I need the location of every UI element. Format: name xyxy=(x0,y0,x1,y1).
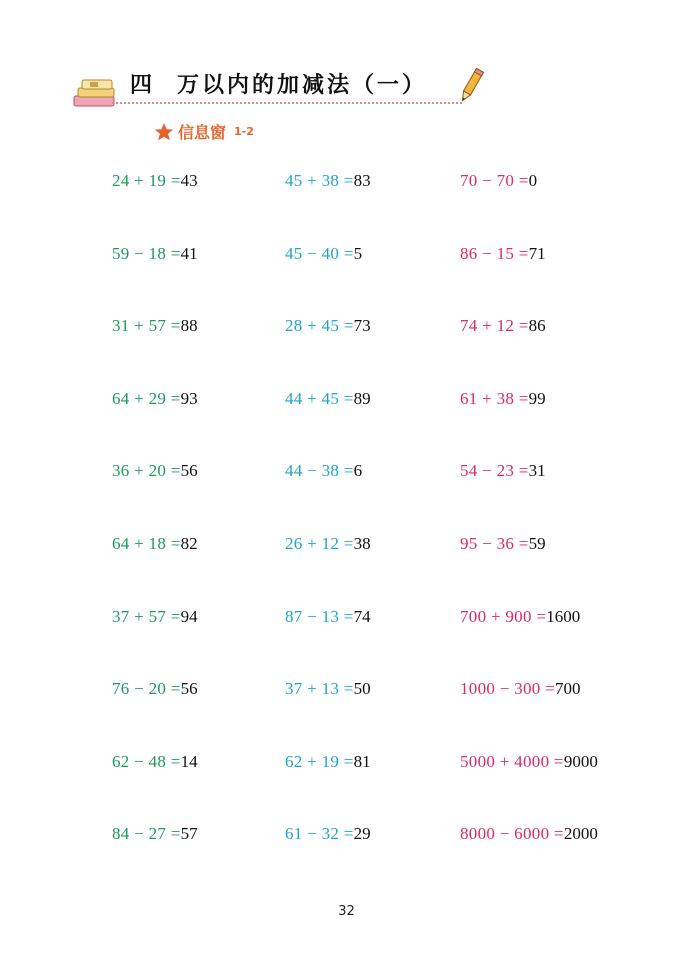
equation-expression: 45 − 40 = xyxy=(285,244,354,263)
equation-answer: 0 xyxy=(528,171,538,190)
equation xyxy=(112,244,198,264)
equation-expression: 45 + 38 = xyxy=(285,171,354,190)
equation xyxy=(460,461,546,481)
equation-expression: 64 + 18 = xyxy=(112,534,181,553)
chapter-number: 四 xyxy=(130,73,156,98)
equation xyxy=(285,389,371,409)
page-number: 32 xyxy=(338,904,355,919)
equation-answer: 14 xyxy=(180,752,198,771)
equation-expression: 28 + 45 = xyxy=(285,316,354,335)
equation-answer: 86 xyxy=(528,316,546,335)
equation-expression: 74 + 12 = xyxy=(460,316,529,335)
equation xyxy=(460,244,546,264)
equation-expression: 36 + 20 = xyxy=(112,461,181,480)
section-subtitle: 1-2 xyxy=(234,125,254,138)
equation xyxy=(460,389,546,409)
equation-answer: 93 xyxy=(180,389,198,408)
equation xyxy=(112,607,198,627)
equation xyxy=(285,679,371,699)
equation-answer: 38 xyxy=(353,534,371,553)
equation xyxy=(285,244,362,264)
equation xyxy=(285,752,371,772)
equation xyxy=(460,752,598,772)
equation-answer: 5 xyxy=(353,244,363,263)
equation xyxy=(460,679,581,699)
equation-expression: 44 − 38 = xyxy=(285,461,354,480)
equation-expression: 61 + 38 = xyxy=(460,389,529,408)
equation xyxy=(285,316,371,336)
equation-answer: 59 xyxy=(528,534,546,553)
equation xyxy=(285,824,371,844)
equation-answer: 2000 xyxy=(563,824,598,843)
equation-expression: 1000 − 300 = xyxy=(460,679,556,698)
equation xyxy=(460,316,546,336)
equation-answer: 56 xyxy=(180,461,198,480)
chapter-title-text: 万以内的加减法（一） xyxy=(177,73,428,98)
equation-answer: 9000 xyxy=(563,752,598,771)
equation-answer: 1600 xyxy=(546,607,581,626)
equation xyxy=(112,679,198,699)
equation-answer: 43 xyxy=(180,171,198,190)
equation-expression: 62 + 19 = xyxy=(285,752,354,771)
equation-expression: 87 − 13 = xyxy=(285,607,354,626)
equation xyxy=(112,316,198,336)
equation-answer: 56 xyxy=(180,679,198,698)
equation-expression: 86 − 15 = xyxy=(460,244,529,263)
equation-answer: 29 xyxy=(353,824,371,843)
equation xyxy=(460,171,537,191)
equation-expression: 8000 − 6000 = xyxy=(460,824,564,843)
equation-answer: 71 xyxy=(528,244,546,263)
equation-answer: 73 xyxy=(353,316,371,335)
equation-expression: 62 − 48 = xyxy=(112,752,181,771)
equation-answer: 82 xyxy=(180,534,198,553)
equation-answer: 700 xyxy=(555,679,581,698)
equation xyxy=(285,607,371,627)
equation-answer: 31 xyxy=(528,461,546,480)
equation xyxy=(460,534,546,554)
equation-answer: 94 xyxy=(180,607,198,626)
equation-expression: 31 + 57 = xyxy=(112,316,181,335)
equation-answer: 41 xyxy=(180,244,198,263)
equation xyxy=(112,461,198,481)
equation xyxy=(112,171,198,191)
equation-expression: 61 − 32 = xyxy=(285,824,354,843)
equation-answer: 89 xyxy=(353,389,371,408)
equation-expression: 26 + 12 = xyxy=(285,534,354,553)
equation xyxy=(460,824,598,844)
equation-answer: 83 xyxy=(353,171,371,190)
equation xyxy=(112,752,198,772)
equation-expression: 37 + 13 = xyxy=(285,679,354,698)
equation-expression: 70 − 70 = xyxy=(460,171,529,190)
equation xyxy=(112,824,198,844)
equation xyxy=(285,461,362,481)
equation-expression: 5000 + 4000 = xyxy=(460,752,564,771)
equation-answer: 88 xyxy=(180,316,198,335)
equation-expression: 700 + 900 = xyxy=(460,607,547,626)
equation xyxy=(285,534,371,554)
equation-expression: 59 − 18 = xyxy=(112,244,181,263)
equation-answer: 81 xyxy=(353,752,371,771)
equation-answer: 74 xyxy=(353,607,371,626)
equation xyxy=(285,171,371,191)
equation-answer: 50 xyxy=(353,679,371,698)
equation-expression: 95 − 36 = xyxy=(460,534,529,553)
equation-expression: 84 − 27 = xyxy=(112,824,181,843)
equation-answer: 99 xyxy=(528,389,546,408)
equation-expression: 64 + 29 = xyxy=(112,389,181,408)
equation-answer: 57 xyxy=(180,824,198,843)
equation xyxy=(112,534,198,554)
equation-expression: 24 + 19 = xyxy=(112,171,181,190)
equation xyxy=(112,389,198,409)
section-title: 信息窗 xyxy=(178,123,227,142)
equation-expression: 76 − 20 = xyxy=(112,679,181,698)
equation-expression: 54 − 23 = xyxy=(460,461,529,480)
equation-expression: 37 + 57 = xyxy=(112,607,181,626)
equation-answer: 6 xyxy=(353,461,363,480)
equation xyxy=(460,607,580,627)
equation-expression: 44 + 45 = xyxy=(285,389,354,408)
